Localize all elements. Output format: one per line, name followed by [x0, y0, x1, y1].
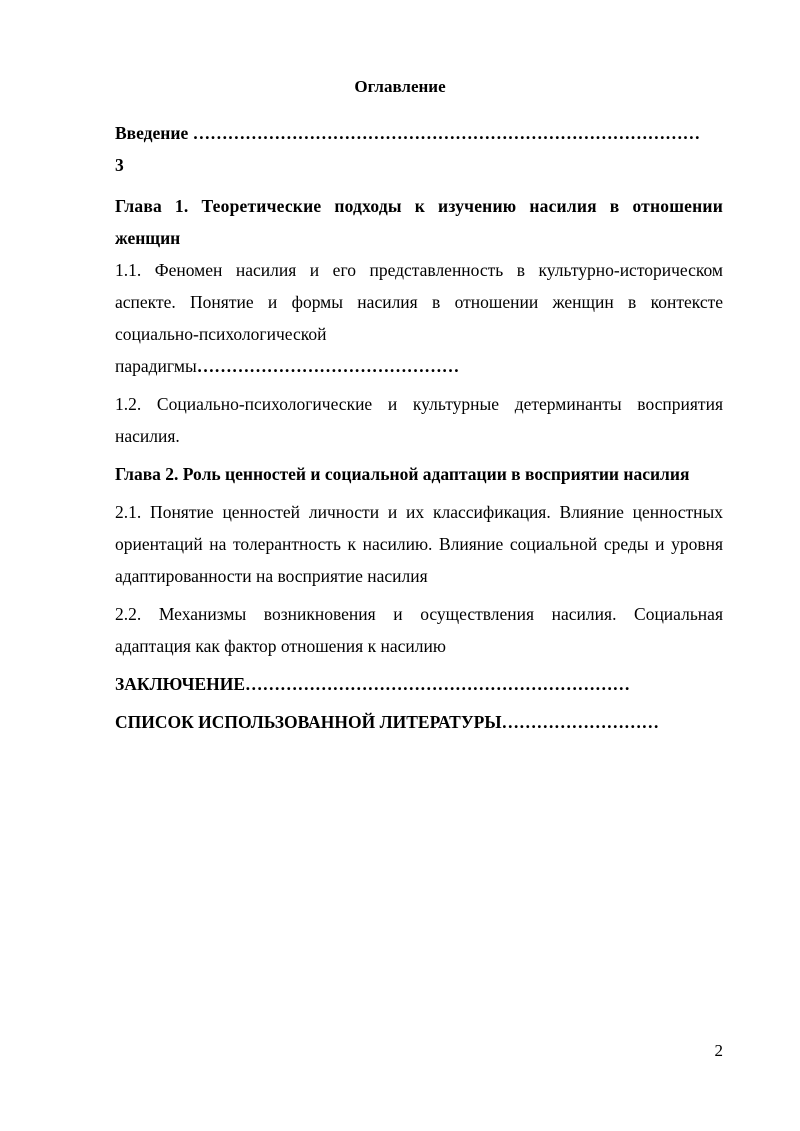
section-1-1-line-4-text: парадигмы [115, 356, 197, 376]
toc-entry-chapter-1 [115, 190, 723, 254]
section-1-1-line-3: социально-психологической [115, 324, 327, 344]
toc-entry-introduction-label: Введение …………………………………………………………………………… [115, 123, 701, 143]
toc-title: Оглавление [354, 77, 446, 96]
toc-entry-section-2-2: 2.2. Механизмы возникновения и осуществления насилия. Социальная адаптация как фактор отношения к насилию [115, 604, 723, 656]
toc-entry-references: СПИСОК ИСПОЛЬЗОВАННОЙ ЛИТЕРАТУРЫ……………………… [115, 712, 660, 732]
table-of-contents [115, 117, 723, 738]
toc-entry-chapter-2: Глава 2. Роль ценностей и социальной адаптации в восприятии насилия [115, 464, 690, 484]
chapter-1-heading-line-2: женщин [115, 228, 181, 248]
chapter-1-heading-line-1: Глава 1. Теоретические подходы к изучению насилия в отношении [115, 196, 723, 216]
toc-entry-introduction-page: 3 [115, 155, 124, 175]
toc-entry-conclusion: ЗАКЛЮЧЕНИЕ………………………………………………………… [115, 674, 631, 694]
toc-entry-section-2-1: 2.1. Понятие ценностей личности и их классификация. Влияние ценностных ориентаций на толерантность к насилию. Влияние социальной среды и уровня адаптированности на восприятие насилия [115, 502, 723, 586]
toc-entry-section-1-1 [115, 254, 723, 382]
page-number: 2 [714, 1041, 723, 1060]
toc-entry-section-1-2: 1.2. Социально-психологические и культурные детерминанты восприятия насилия. [115, 394, 723, 446]
section-1-1-line-4 [115, 350, 723, 382]
section-1-1-line-2: аспекте. Понятие и формы насилия в отношении женщин в контексте [115, 292, 723, 312]
section-1-1-line-1: 1.1. Феномен насилия и его представленность в культурно-историческом [115, 260, 723, 280]
toc-entry-introduction [115, 117, 723, 181]
section-1-1-leader-dots: ……………………………………… [196, 356, 460, 376]
